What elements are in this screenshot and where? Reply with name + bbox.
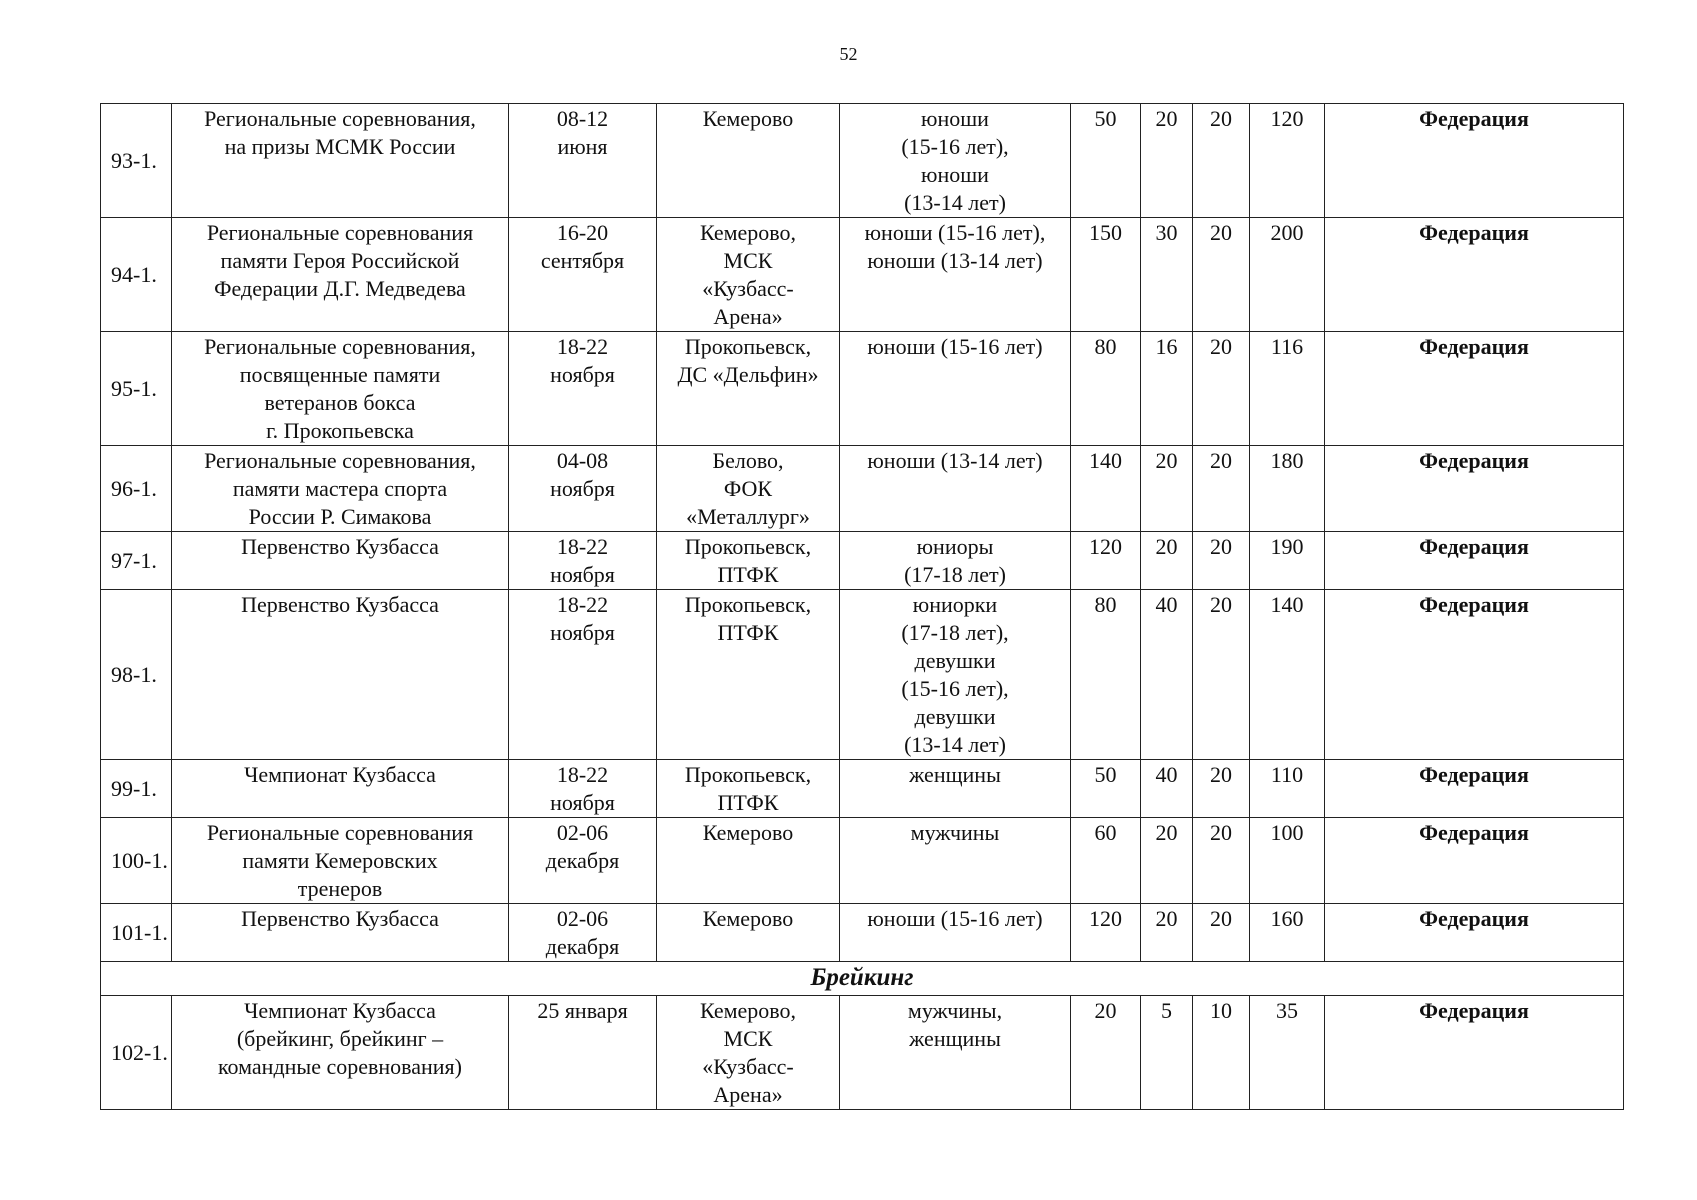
event-organizer: Федерация <box>1325 818 1624 904</box>
count-col-1: 120 <box>1071 904 1141 962</box>
event-place: Прокопьевск, ПТФК <box>657 532 840 590</box>
event-organizer: Федерация <box>1325 590 1624 760</box>
count-total: 120 <box>1250 104 1325 218</box>
count-col-3: 20 <box>1193 760 1250 818</box>
count-col-3: 20 <box>1193 532 1250 590</box>
count-col-2: 40 <box>1141 590 1193 760</box>
event-date: 18-22 ноября <box>509 590 657 760</box>
event-participants: мужчины <box>840 818 1071 904</box>
count-total: 160 <box>1250 904 1325 962</box>
event-place: Прокопьевск, ДС «Дельфин» <box>657 332 840 446</box>
table-row <box>101 218 1624 332</box>
event-organizer: Федерация <box>1325 760 1624 818</box>
event-date: 02-06 декабря <box>509 904 657 962</box>
count-col-2: 40 <box>1141 760 1193 818</box>
count-col-3: 20 <box>1193 332 1250 446</box>
event-participants: юниоры (17-18 лет) <box>840 532 1071 590</box>
event-date: 08-12 июня <box>509 104 657 218</box>
event-place: Кемерово, МСК «Кузбасс- Арена» <box>657 218 840 332</box>
event-place: Прокопьевск, ПТФК <box>657 760 840 818</box>
count-col-1: 80 <box>1071 332 1141 446</box>
event-participants: юноши (15-16 лет) <box>840 332 1071 446</box>
event-date: 02-06 декабря <box>509 818 657 904</box>
event-date: 18-22 ноября <box>509 332 657 446</box>
table-row <box>101 332 1624 446</box>
event-place: Прокопьевск, ПТФК <box>657 590 840 760</box>
event-name: Первенство Кузбасса <box>172 904 509 962</box>
count-col-1: 140 <box>1071 446 1141 532</box>
event-place: Белово, ФОК «Металлург» <box>657 446 840 532</box>
event-participants: юниорки (17-18 лет), девушки (15-16 лет), девушки (13-14 лет) <box>840 590 1071 760</box>
event-name: Первенство Кузбасса <box>172 590 509 760</box>
count-col-3: 10 <box>1193 996 1250 1110</box>
event-participants: женщины <box>840 760 1071 818</box>
count-total: 190 <box>1250 532 1325 590</box>
event-name: Первенство Кузбасса <box>172 532 509 590</box>
count-col-3: 20 <box>1193 218 1250 332</box>
row-number: 102-1. <box>101 996 172 1110</box>
event-organizer: Федерация <box>1325 446 1624 532</box>
count-total: 110 <box>1250 760 1325 818</box>
row-number: 97-1. <box>101 532 172 590</box>
event-name: Региональные соревнования, на призы МСМК России <box>172 104 509 218</box>
event-participants: юноши (15-16 лет), юноши (13-14 лет) <box>840 218 1071 332</box>
event-place: Кемерово <box>657 818 840 904</box>
row-number: 93-1. <box>101 104 172 218</box>
count-total: 100 <box>1250 818 1325 904</box>
event-organizer: Федерация <box>1325 996 1624 1110</box>
table-row <box>101 996 1624 1110</box>
table-row <box>101 818 1624 904</box>
count-col-3: 20 <box>1193 590 1250 760</box>
event-date: 04-08 ноября <box>509 446 657 532</box>
count-col-2: 20 <box>1141 104 1193 218</box>
count-col-3: 20 <box>1193 904 1250 962</box>
event-organizer: Федерация <box>1325 104 1624 218</box>
row-number: 98-1. <box>101 590 172 760</box>
event-place: Кемерово <box>657 904 840 962</box>
event-name: Региональные соревнования, посвященные памяти ветеранов бокса г. Прокопьевска <box>172 332 509 446</box>
count-col-2: 30 <box>1141 218 1193 332</box>
count-total: 35 <box>1250 996 1325 1110</box>
table-row <box>101 590 1624 760</box>
count-col-2: 20 <box>1141 532 1193 590</box>
count-col-1: 120 <box>1071 532 1141 590</box>
event-date: 18-22 ноября <box>509 760 657 818</box>
section-row <box>101 962 1624 996</box>
event-name: Чемпионат Кузбасса (брейкинг, брейкинг – командные соревнования) <box>172 996 509 1110</box>
page-number: 52 <box>839 44 858 64</box>
event-participants: юноши (15-16 лет) <box>840 904 1071 962</box>
count-col-1: 50 <box>1071 760 1141 818</box>
event-date: 16-20 сентября <box>509 218 657 332</box>
count-col-3: 20 <box>1193 104 1250 218</box>
row-number: 96-1. <box>101 446 172 532</box>
section-title: Брейкинг <box>101 962 1624 996</box>
row-number: 99-1. <box>101 760 172 818</box>
count-col-2: 20 <box>1141 446 1193 532</box>
event-organizer: Федерация <box>1325 904 1624 962</box>
event-participants: юноши (15-16 лет), юноши (13-14 лет) <box>840 104 1071 218</box>
count-col-2: 20 <box>1141 904 1193 962</box>
table-row <box>101 104 1624 218</box>
count-col-2: 5 <box>1141 996 1193 1110</box>
count-total: 200 <box>1250 218 1325 332</box>
count-col-1: 20 <box>1071 996 1141 1110</box>
event-organizer: Федерация <box>1325 218 1624 332</box>
event-name: Региональные соревнования, памяти мастера спорта России Р. Симакова <box>172 446 509 532</box>
count-col-3: 20 <box>1193 818 1250 904</box>
count-total: 116 <box>1250 332 1325 446</box>
table-row <box>101 446 1624 532</box>
event-date: 18-22 ноября <box>509 532 657 590</box>
event-participants: юноши (13-14 лет) <box>840 446 1071 532</box>
table-row <box>101 532 1624 590</box>
count-total: 140 <box>1250 590 1325 760</box>
count-col-1: 80 <box>1071 590 1141 760</box>
event-date: 25 января <box>509 996 657 1110</box>
event-organizer: Федерация <box>1325 332 1624 446</box>
event-participants: мужчины, женщины <box>840 996 1071 1110</box>
event-name: Региональные соревнования памяти Кемеровских тренеров <box>172 818 509 904</box>
count-col-1: 150 <box>1071 218 1141 332</box>
event-name: Региональные соревнования памяти Героя Российской Федерации Д.Г. Медведева <box>172 218 509 332</box>
count-col-1: 60 <box>1071 818 1141 904</box>
event-organizer: Федерация <box>1325 532 1624 590</box>
count-col-1: 50 <box>1071 104 1141 218</box>
events-table <box>100 103 1624 1110</box>
event-name: Чемпионат Кузбасса <box>172 760 509 818</box>
event-place: Кемерово, МСК «Кузбасс- Арена» <box>657 996 840 1110</box>
row-number: 94-1. <box>101 218 172 332</box>
count-col-2: 16 <box>1141 332 1193 446</box>
count-total: 180 <box>1250 446 1325 532</box>
table-row <box>101 904 1624 962</box>
row-number: 101-1. <box>101 904 172 962</box>
row-number: 95-1. <box>101 332 172 446</box>
count-col-2: 20 <box>1141 818 1193 904</box>
row-number: 100-1. <box>101 818 172 904</box>
count-col-3: 20 <box>1193 446 1250 532</box>
event-place: Кемерово <box>657 104 840 218</box>
table-row <box>101 760 1624 818</box>
